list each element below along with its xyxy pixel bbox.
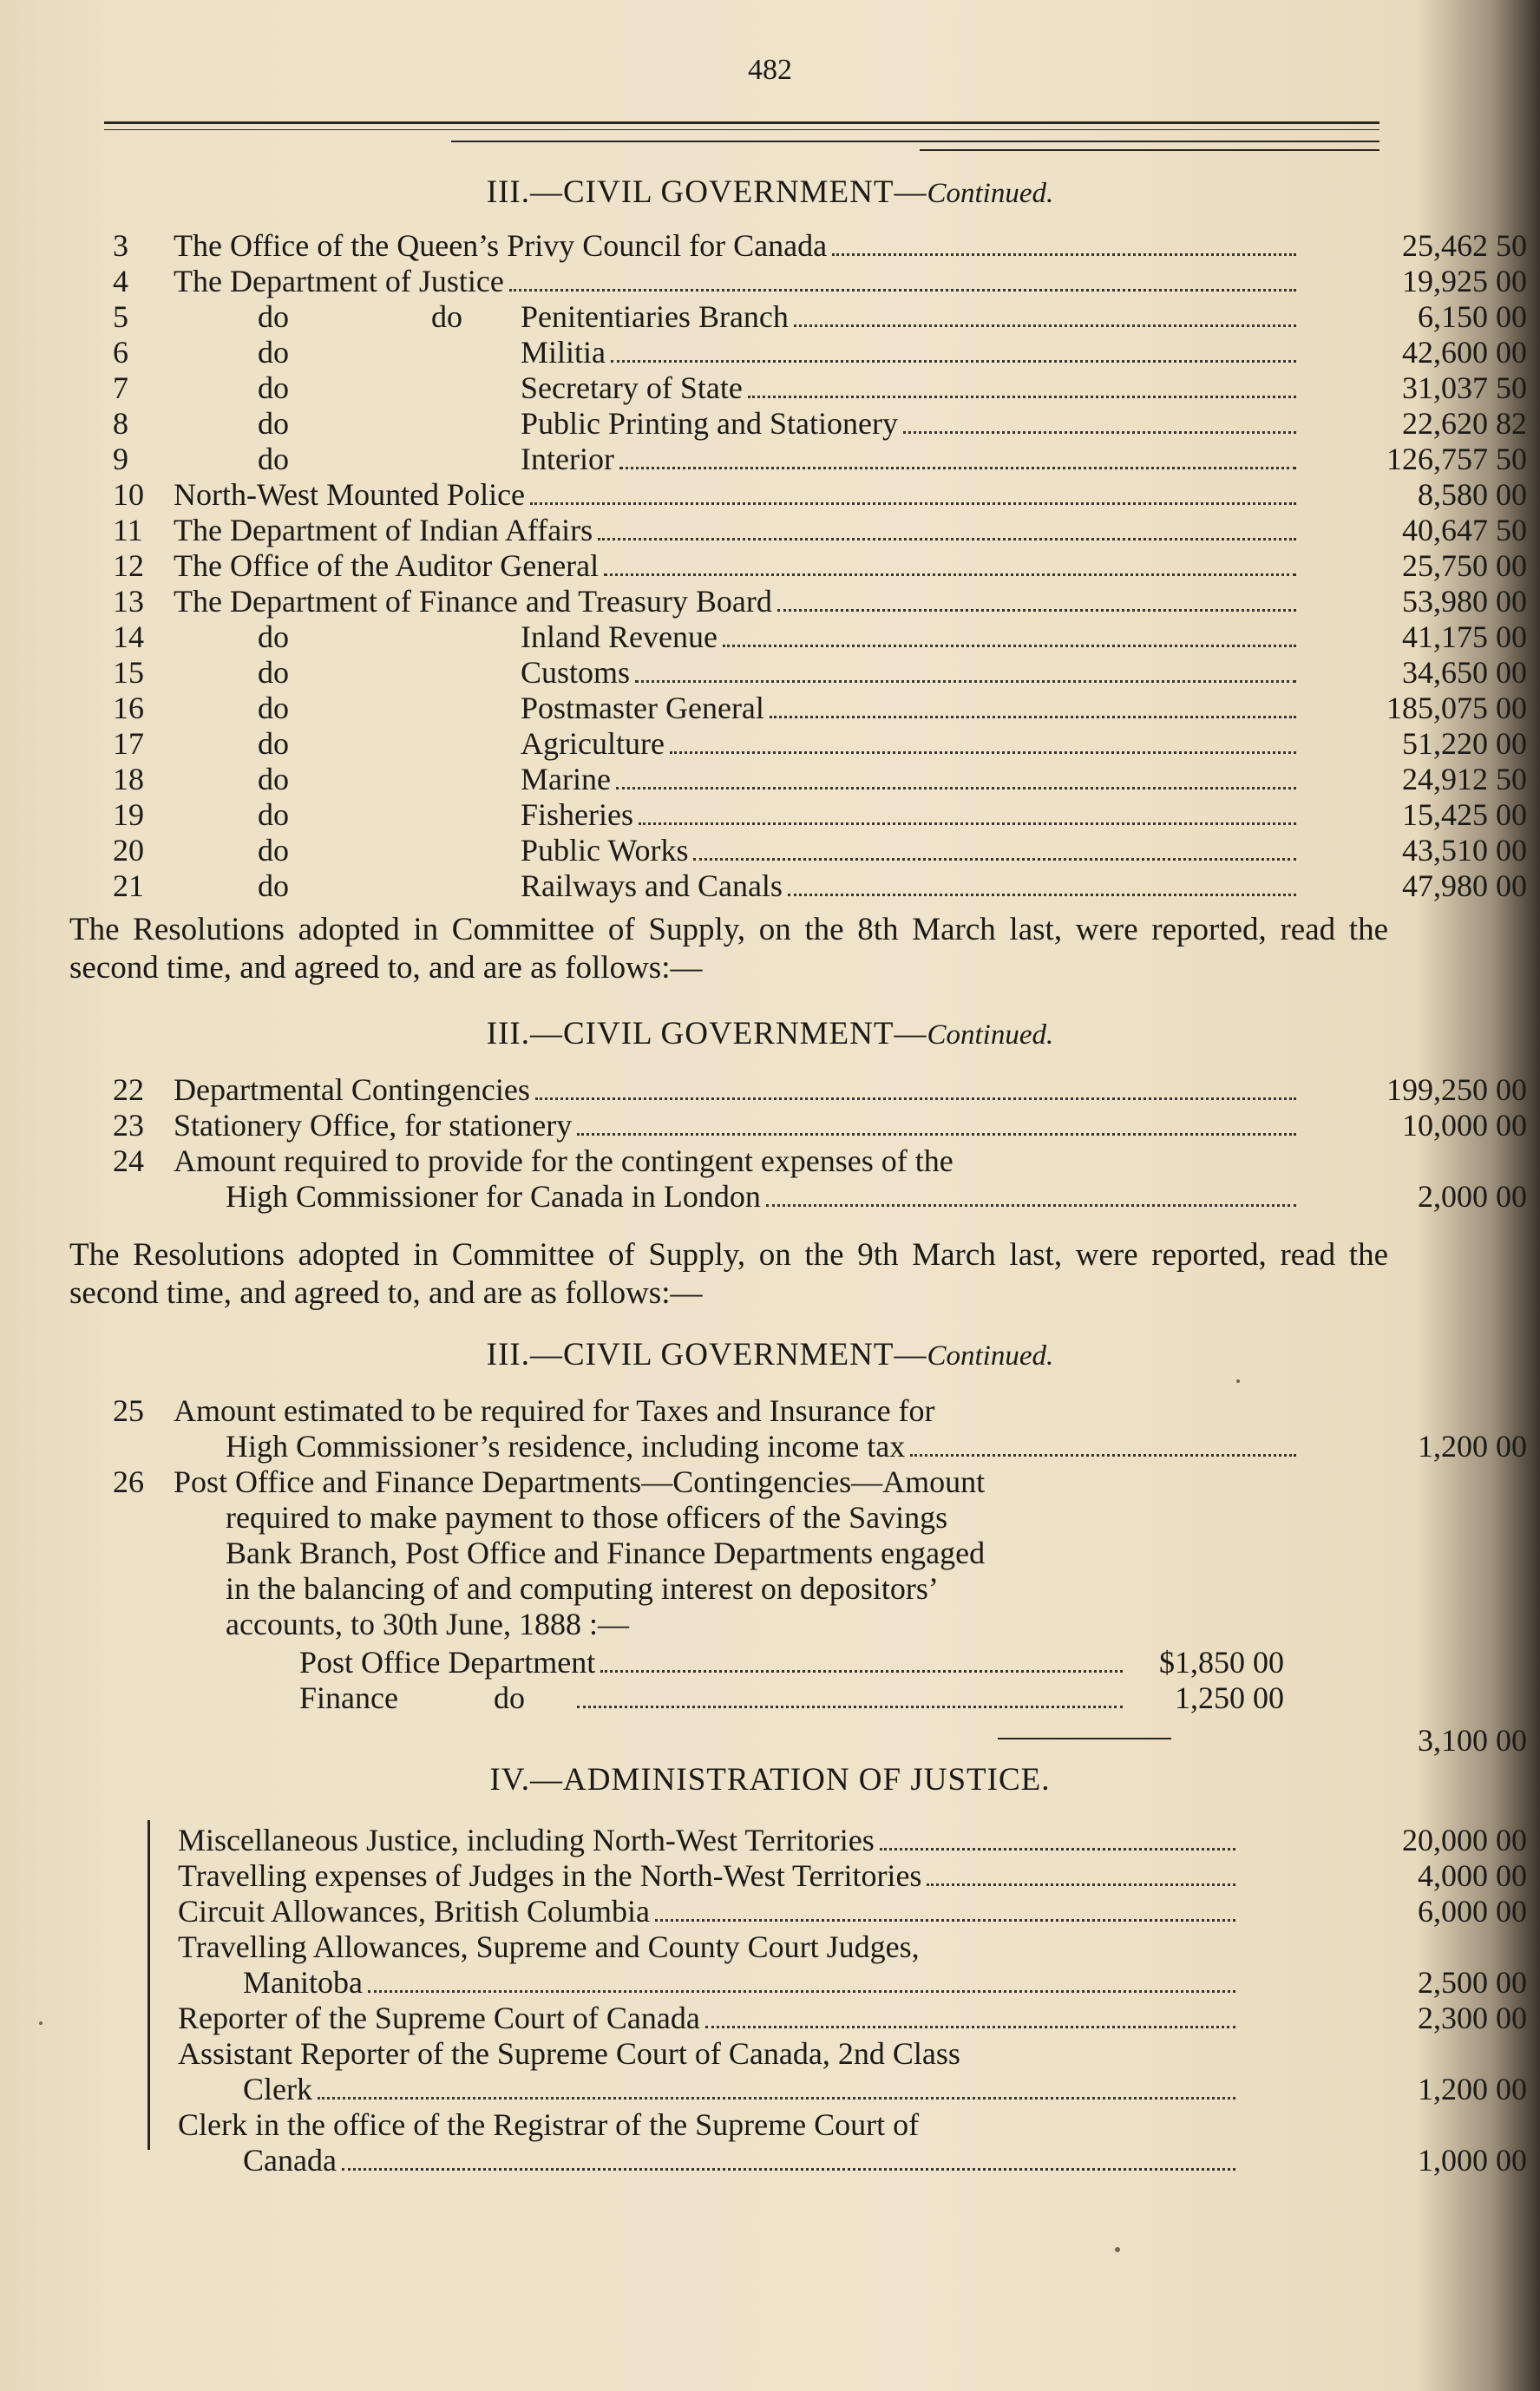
item-amount: 126,757 50 bbox=[1386, 442, 1527, 476]
item-label: Miscellaneous Justice, including North-West Territories bbox=[178, 1823, 875, 1857]
item-label: Interior bbox=[521, 442, 614, 476]
leader-dots bbox=[670, 729, 1296, 754]
item-label-continued: Canada bbox=[243, 2143, 337, 2178]
item-amount: 20,000 00 bbox=[1402, 1823, 1527, 1857]
item-number: 18 bbox=[113, 762, 144, 796]
table-row bbox=[113, 1929, 1414, 1963]
table-row bbox=[113, 1428, 1527, 1464]
leader-dots bbox=[655, 1896, 1235, 1922]
item-number: 25 bbox=[113, 1393, 144, 1428]
table-row bbox=[113, 796, 1527, 832]
leader-dots bbox=[318, 2074, 1235, 2099]
ditto-mark: do bbox=[258, 370, 289, 405]
ditto-mark: do bbox=[258, 726, 289, 761]
ditto-mark: do bbox=[258, 442, 289, 476]
leader-dots bbox=[723, 622, 1296, 647]
item-label: Customs bbox=[521, 655, 631, 690]
item-amount: 53,980 00 bbox=[1402, 584, 1527, 619]
section2-heading-main: III.—CIVIL GOVERNMENT— bbox=[486, 1016, 927, 1051]
item-label-continued: Manitoba bbox=[243, 1965, 363, 2000]
table-row bbox=[113, 1071, 1527, 1107]
item-number: 5 bbox=[113, 299, 128, 334]
item-label: Stationery Office, for stationery bbox=[174, 1108, 573, 1143]
ditto-mark: do bbox=[431, 299, 462, 334]
item-label: Penitentiaries Branch bbox=[521, 299, 789, 334]
paper-speck bbox=[1236, 1379, 1240, 1383]
item-number: 13 bbox=[113, 584, 144, 619]
table-row bbox=[113, 1464, 1414, 1498]
item-label: Secretary of State bbox=[521, 370, 743, 405]
leader-dots bbox=[705, 2003, 1235, 2028]
table-row bbox=[113, 512, 1527, 547]
item-label: Agriculture bbox=[521, 726, 665, 761]
table-row bbox=[113, 619, 1527, 654]
table-row bbox=[113, 227, 1527, 263]
section2-heading bbox=[0, 1015, 1540, 1052]
header-rule bbox=[104, 121, 1379, 124]
item-number: 22 bbox=[113, 1072, 144, 1107]
table-row bbox=[113, 1570, 1414, 1605]
item-label: Amount estimated to be required for Taxes and Insurance for bbox=[174, 1393, 935, 1428]
table-row bbox=[113, 1535, 1414, 1569]
item-amount: 15,425 00 bbox=[1402, 797, 1527, 832]
sub-row bbox=[113, 1680, 1414, 1714]
item-label-continued: Bank Branch, Post Office and Finance Departments engaged bbox=[226, 1536, 986, 1570]
item-label: Circuit Allowances, British Columbia bbox=[178, 1894, 650, 1929]
table-row bbox=[113, 2000, 1527, 2035]
item-number: 17 bbox=[113, 726, 144, 761]
item-amount: 25,750 00 bbox=[1402, 548, 1527, 583]
section4-heading: IV.—ADMINISTRATION OF JUSTICE. bbox=[489, 1762, 1051, 1798]
leader-dots bbox=[577, 1110, 1296, 1136]
item-label: North-West Mounted Police bbox=[174, 477, 526, 512]
item-amount: 2,000 00 bbox=[1418, 1179, 1527, 1214]
item-number: 3 bbox=[113, 228, 128, 263]
item-amount: 1,200 00 bbox=[1418, 1429, 1527, 1464]
item-label: Public Works bbox=[521, 833, 689, 868]
table-row bbox=[113, 2106, 1414, 2141]
table-row bbox=[113, 1499, 1414, 1534]
item-label: Marine bbox=[521, 762, 611, 796]
item-label-continued: Clerk bbox=[243, 2072, 312, 2106]
item-label: Departmental Contingencies bbox=[174, 1072, 530, 1107]
header-rule-short bbox=[451, 141, 1379, 142]
item-amount: 4,000 00 bbox=[1418, 1858, 1527, 1893]
table-row bbox=[113, 1857, 1527, 1893]
table-row bbox=[113, 1178, 1527, 1214]
table-row bbox=[113, 547, 1527, 583]
item-amount: 1,200 00 bbox=[1418, 2072, 1527, 2106]
item-amount: 31,037 50 bbox=[1402, 370, 1527, 405]
section2-heading-continued: Continued. bbox=[927, 1019, 1054, 1051]
item-amount: 6,150 00 bbox=[1418, 299, 1527, 334]
leader-dots bbox=[880, 1825, 1235, 1851]
leader-dots bbox=[598, 515, 1296, 540]
item-label: Amount required to provide for the contingent expenses of the bbox=[174, 1143, 953, 1178]
ditto-mark: do bbox=[258, 335, 289, 370]
leader-dots bbox=[910, 1431, 1296, 1457]
table-row bbox=[113, 1392, 1414, 1427]
table-row bbox=[113, 441, 1527, 476]
item-label: The Office of the Queen’s Privy Council for Canada bbox=[174, 228, 828, 263]
item-amount: 24,912 50 bbox=[1402, 762, 1527, 796]
sub-amount: $1,850 00 bbox=[1159, 1645, 1284, 1680]
leader-dots bbox=[748, 373, 1296, 398]
item-label: Postmaster General bbox=[521, 691, 764, 725]
item-number: 11 bbox=[113, 513, 143, 547]
item-label: The Department of Finance and Treasury Board bbox=[174, 584, 772, 619]
leader-dots bbox=[509, 266, 1296, 292]
item-label: Reporter of the Supreme Court of Canada bbox=[178, 2001, 700, 2035]
section3-heading-main: III.—CIVIL GOVERNMENT— bbox=[486, 1337, 927, 1372]
table-row bbox=[113, 405, 1527, 441]
table-row bbox=[113, 832, 1527, 868]
item-amount: 34,650 00 bbox=[1402, 655, 1527, 690]
table-row bbox=[113, 725, 1527, 761]
item-label-continued: required to make payment to those officers of the Savings bbox=[226, 1500, 948, 1535]
item-label: Clerk in the office of the Registrar of the Supreme Court of bbox=[178, 2107, 920, 2142]
header-rule-shorter bbox=[920, 149, 1379, 151]
item-label: The Office of the Auditor General bbox=[174, 548, 600, 583]
item-number: 24 bbox=[113, 1143, 144, 1178]
section1-heading-continued: Continued. bbox=[927, 178, 1054, 209]
sub-label: Post Office Department bbox=[299, 1645, 596, 1680]
leader-dots bbox=[832, 231, 1296, 256]
item-amount: 47,980 00 bbox=[1402, 868, 1527, 903]
table-row bbox=[113, 1964, 1527, 2000]
item-amount: 42,600 00 bbox=[1402, 335, 1527, 370]
item-label: Fisheries bbox=[521, 797, 633, 832]
item-amount: 25,462 50 bbox=[1402, 228, 1527, 263]
table-row bbox=[113, 298, 1527, 334]
item-label: Public Printing and Stationery bbox=[521, 406, 898, 441]
item-amount: 41,175 00 bbox=[1402, 619, 1527, 654]
resolution-paragraph: The Resolutions adopted in Committee of Supply, on the 8th March last, were reported, read the second time, and agreed to, and are as follows:— bbox=[69, 912, 1388, 986]
item-number: 15 bbox=[113, 655, 144, 690]
ditto-mark: do bbox=[258, 619, 289, 654]
item-amount: 2,500 00 bbox=[1418, 1965, 1527, 2000]
leader-dots bbox=[342, 2145, 1235, 2171]
leader-dots bbox=[368, 1968, 1235, 1993]
item-label-continued: accounts, to 30th June, 1888 :— bbox=[226, 1607, 629, 1641]
item-label-continued: in the balancing of and computing interest on depositors’ bbox=[226, 1571, 939, 1606]
sub-row bbox=[113, 1644, 1414, 1679]
item-label: Travelling Allowances, Supreme and County Court Judges, bbox=[178, 1929, 920, 1964]
table-row bbox=[113, 476, 1527, 512]
leader-dots bbox=[903, 409, 1296, 434]
table-row bbox=[113, 1143, 1414, 1177]
leader-dots bbox=[535, 1075, 1296, 1100]
table-row bbox=[113, 2142, 1527, 2178]
section3-heading bbox=[0, 1336, 1540, 1373]
item-amount: 22,620 82 bbox=[1402, 406, 1527, 441]
item-amount: 2,300 00 bbox=[1418, 2001, 1527, 2035]
item-label-continued: High Commissioner’s residence, including income tax bbox=[226, 1429, 906, 1464]
item-number: 23 bbox=[113, 1108, 144, 1143]
item-number: 21 bbox=[113, 868, 144, 903]
item-amount: 40,647 50 bbox=[1402, 513, 1527, 547]
sub-label: Finance bbox=[299, 1680, 398, 1715]
table-row bbox=[113, 1822, 1527, 1857]
ditto-mark: do bbox=[258, 299, 289, 334]
leader-dots bbox=[616, 764, 1296, 789]
leader-dots bbox=[693, 835, 1296, 861]
section3-heading-continued: Continued. bbox=[927, 1340, 1054, 1372]
resolution-paragraph: The Resolutions adopted in Committee of Supply, on the 9th March last, were reported, read the second time, and agreed to, and are as follows:— bbox=[69, 1237, 1388, 1311]
item-number: 9 bbox=[113, 442, 128, 476]
page-number: 482 bbox=[748, 54, 792, 86]
item-label: Post Office and Finance Departments—Contingencies—Amount bbox=[174, 1464, 986, 1499]
item-number: 20 bbox=[113, 833, 144, 868]
leader-dots bbox=[927, 1861, 1235, 1886]
ditto-mark: do bbox=[258, 691, 289, 725]
item-label: Inland Revenue bbox=[521, 619, 718, 654]
item-amount: 51,220 00 bbox=[1402, 726, 1527, 761]
item-number: 14 bbox=[113, 619, 144, 654]
ditto-mark: do bbox=[258, 797, 289, 832]
item-amount: 185,075 00 bbox=[1386, 691, 1527, 725]
leader-dots bbox=[604, 551, 1296, 576]
sub-amount: 1,250 00 bbox=[1175, 1680, 1284, 1715]
item-label: Militia bbox=[521, 335, 606, 370]
leader-dots bbox=[777, 586, 1296, 612]
paper-speck bbox=[39, 2021, 43, 2025]
item-number: 7 bbox=[113, 370, 128, 405]
item-number: 16 bbox=[113, 691, 144, 725]
ditto-mark: do bbox=[493, 1680, 525, 1715]
table-row bbox=[113, 2035, 1414, 2070]
item-number: 6 bbox=[113, 335, 128, 370]
table-row bbox=[113, 868, 1527, 903]
table-row bbox=[113, 1893, 1527, 1929]
leader-dots bbox=[619, 444, 1296, 469]
item-label: Assistant Reporter of the Supreme Court of Canada, 2nd Class bbox=[178, 2036, 960, 2071]
table-row bbox=[113, 1107, 1527, 1143]
leader-dots bbox=[794, 302, 1296, 327]
item-amount: 3,100 00 bbox=[1418, 1723, 1527, 1758]
item-number: 26 bbox=[113, 1464, 144, 1499]
table-row bbox=[113, 690, 1527, 725]
item-amount: 8,580 00 bbox=[1418, 477, 1527, 512]
item-label: The Department of Indian Affairs bbox=[174, 513, 593, 547]
leader-dots bbox=[766, 1182, 1296, 1207]
leader-dots bbox=[770, 693, 1296, 718]
leader-dots bbox=[635, 658, 1296, 683]
item-amount: 6,000 00 bbox=[1418, 1894, 1527, 1929]
item-number: 19 bbox=[113, 797, 144, 832]
leader-dots bbox=[530, 480, 1296, 505]
table-row bbox=[113, 263, 1527, 298]
table-row bbox=[113, 370, 1527, 405]
item-label: The Department of Justice bbox=[174, 264, 504, 298]
section1-heading bbox=[0, 174, 1540, 211]
table-row bbox=[113, 761, 1527, 796]
item-amount: 199,250 00 bbox=[1386, 1072, 1527, 1107]
item-amount: 43,510 00 bbox=[1402, 833, 1527, 868]
item-number: 12 bbox=[113, 548, 144, 583]
table-row bbox=[113, 654, 1527, 690]
item-number: 4 bbox=[113, 264, 128, 298]
item-number: 8 bbox=[113, 406, 128, 441]
ditto-mark: do bbox=[258, 868, 289, 903]
leader-dots bbox=[788, 871, 1296, 896]
table-row bbox=[113, 1606, 1414, 1641]
section1-heading-main: III.—CIVIL GOVERNMENT— bbox=[486, 174, 927, 210]
table-row bbox=[113, 583, 1527, 619]
item-label-continued: High Commissioner for Canada in London bbox=[226, 1179, 761, 1214]
leader-dots bbox=[611, 337, 1296, 363]
paper-speck bbox=[1115, 2247, 1120, 2252]
header-rule-thin bbox=[104, 129, 1379, 130]
item-label: Railways and Canals bbox=[521, 868, 783, 903]
item-amount: 1,000 00 bbox=[1418, 2143, 1527, 2178]
ditto-mark: do bbox=[258, 406, 289, 441]
total-row bbox=[113, 1722, 1527, 1758]
table-row bbox=[113, 2071, 1527, 2106]
item-number: 10 bbox=[113, 477, 144, 512]
ditto-mark: do bbox=[258, 833, 289, 868]
leader-dots bbox=[639, 800, 1296, 825]
item-amount: 10,000 00 bbox=[1402, 1108, 1527, 1143]
ditto-mark: do bbox=[258, 762, 289, 796]
table-row bbox=[113, 334, 1527, 370]
item-label: Travelling expenses of Judges in the North-West Territories bbox=[178, 1858, 922, 1893]
item-amount: 19,925 00 bbox=[1402, 264, 1527, 298]
ditto-mark: do bbox=[258, 655, 289, 690]
